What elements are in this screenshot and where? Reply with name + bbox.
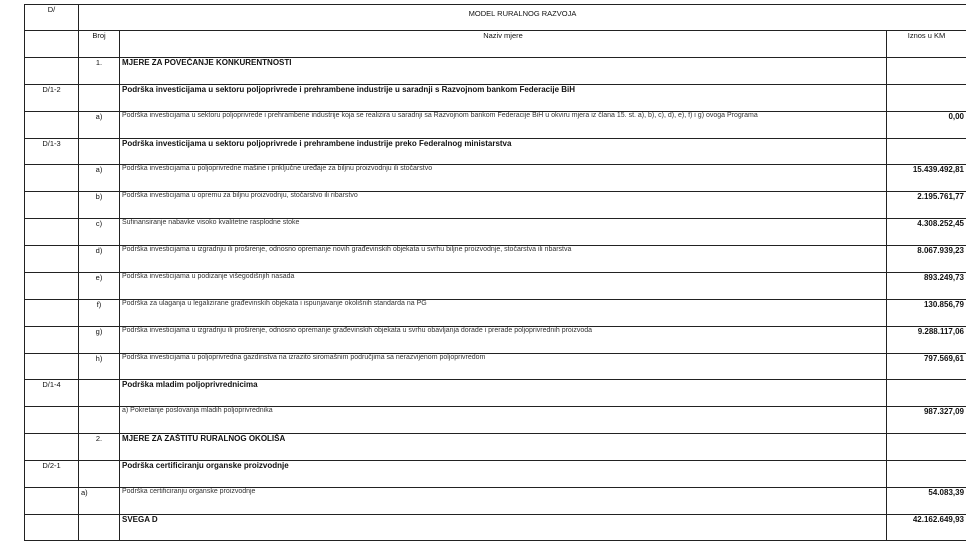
table-row [25,246,966,273]
total-amount: 42.162.649,93 [887,515,966,541]
table-title: MODEL RURALNOG RAZVOJA [79,5,966,31]
table-row [25,58,966,85]
measure-name: Podrška investicijama u podizanje višegodišnjih nasada [120,273,887,300]
measure-amount: 130.856,79 [887,300,966,327]
table-row [25,300,966,327]
measure-number [79,515,120,541]
measure-code: D/1-3 [25,139,79,165]
header-empty-cell [25,31,79,58]
table-row [25,354,966,380]
measure-number: a) [79,488,120,515]
measure-code [25,58,79,85]
measure-number [79,461,120,488]
measure-code [25,219,79,246]
measure-number [79,139,120,165]
column-header-row [25,31,966,58]
table-row [25,434,966,461]
measure-name: Podrška investicijama u sektoru poljoprivrede i prehrambene industrije u saradnji s Razvojnom bankom Federacije BiH [120,85,887,112]
measure-amount [887,434,966,461]
measure-number [79,380,120,407]
measure-code [25,327,79,354]
measure-amount [887,461,966,488]
measure-code [25,407,79,434]
measure-amount: 8.067.939,23 [887,246,966,273]
measure-amount: 797.569,61 [887,354,966,380]
measure-code [25,165,79,192]
table-row [25,85,966,112]
measure-name: Podrška investicijama u poljoprivredne mašine i priključne uređaje za biljnu proizvodnju ili stočarstvo [120,165,887,192]
total-row [25,515,966,541]
measure-code [25,354,79,380]
measure-amount: 9.288.117,06 [887,327,966,354]
title-row [25,5,966,31]
column-header-naziv: Naziv mjere [120,31,887,58]
table-row [25,488,966,515]
measure-amount: 893.249,73 [887,273,966,300]
measure-amount: 987.327,09 [887,407,966,434]
measure-number: b) [79,192,120,219]
table-row [25,380,966,407]
measure-amount [887,58,966,85]
measure-number [79,407,120,434]
measure-name: Podrška mladim poljoprivrednicima [120,380,887,407]
measure-number: c) [79,219,120,246]
table-body [25,58,966,541]
measure-code [25,192,79,219]
measure-name: Podrška investicijama u sektoru poljoprivrede i prehrambene industrije preko Federalnog ministarstva [120,139,887,165]
measure-number: 2. [79,434,120,461]
measure-name: MJERE ZA ZAŠTITU RURALNOG OKOLIŠA [120,434,887,461]
measure-number [79,85,120,112]
measure-number: g) [79,327,120,354]
table-row [25,219,966,246]
column-header-broj: Broj [79,31,120,58]
table-row [25,112,966,139]
measure-amount: 54.083,39 [887,488,966,515]
measure-code: D/2-1 [25,461,79,488]
measure-code [25,246,79,273]
measure-number: a) [79,112,120,139]
table-row [25,407,966,434]
measure-amount [887,139,966,165]
measure-name: a) Pokretanje poslovanja mladih poljoprivrednika [120,407,887,434]
measure-number: 1. [79,58,120,85]
measure-name: Podrška investicijama u opremu za biljnu proizvodnju, stočarstvo ili ribarstvo [120,192,887,219]
measure-code [25,515,79,541]
measure-name: Podrška investicijama u sektoru poljoprivrede i prehrambene industrije koja se realizira u saradnji sa Razvojnom bankom Federacije BiH u okviru mjera iz člana 15. st. a), b), c), d), e), f) i g) ovoga Programa [120,112,887,139]
measure-name: MJERE ZA POVEĆANJE KONKURENTNOSTI [120,58,887,85]
measure-code [25,434,79,461]
measure-number: e) [79,273,120,300]
measure-code: D/1-2 [25,85,79,112]
measure-code [25,112,79,139]
measure-name: Podrška certificiranju organske proizvodnje [120,488,887,515]
measure-name: Sufinansiranje nabavke visoko kvalitetne rasplodne stoke [120,219,887,246]
measure-amount: 4.308.252,45 [887,219,966,246]
table-row [25,273,966,300]
measure-number: d) [79,246,120,273]
measure-amount [887,85,966,112]
measure-name: SVEGA D [120,515,887,541]
measure-code [25,488,79,515]
measure-name: Podrška investicijama u izgradnju ili proširenje, odnosno opremanje građevinskih objekata u svrhu obavljanja dorade i prerade poljoprivrednih proizvoda [120,327,887,354]
column-header-iznos: Iznos u KM [887,31,966,58]
measure-name: Podrška certificiranju organske proizvodnje [120,461,887,488]
table-row [25,192,966,219]
measure-amount: 15.439.492,81 [887,165,966,192]
measure-amount: 2.195.761,77 [887,192,966,219]
measure-number: a) [79,165,120,192]
measure-code [25,300,79,327]
measure-name: Podrška za ulaganja u legalizirane građevinskih objekata i ispunjavanje okolišnih standarda na PG [120,300,887,327]
measure-name: Podrška investicijama u izgradnju ili proširenje, odnosno opremanje novih građevinskih objekata u svrhu biljne proizvodnje, stočarstva ili ribarstva [120,246,887,273]
measure-number: f) [79,300,120,327]
table-row [25,139,966,165]
measure-amount: 0,00 [887,112,966,139]
measure-code: D/1-4 [25,380,79,407]
table-row [25,327,966,354]
measure-number: h) [79,354,120,380]
measure-code [25,273,79,300]
table-row [25,461,966,488]
section-code: D/ [25,5,79,31]
rural-development-table [24,4,966,541]
measure-name: Podrška investicijama u poljoprivredna gazdinstva na izrazito siromašnim područjima sa nerazvijenom poljoprivredom [120,354,887,380]
table-row [25,165,966,192]
measure-amount [887,380,966,407]
